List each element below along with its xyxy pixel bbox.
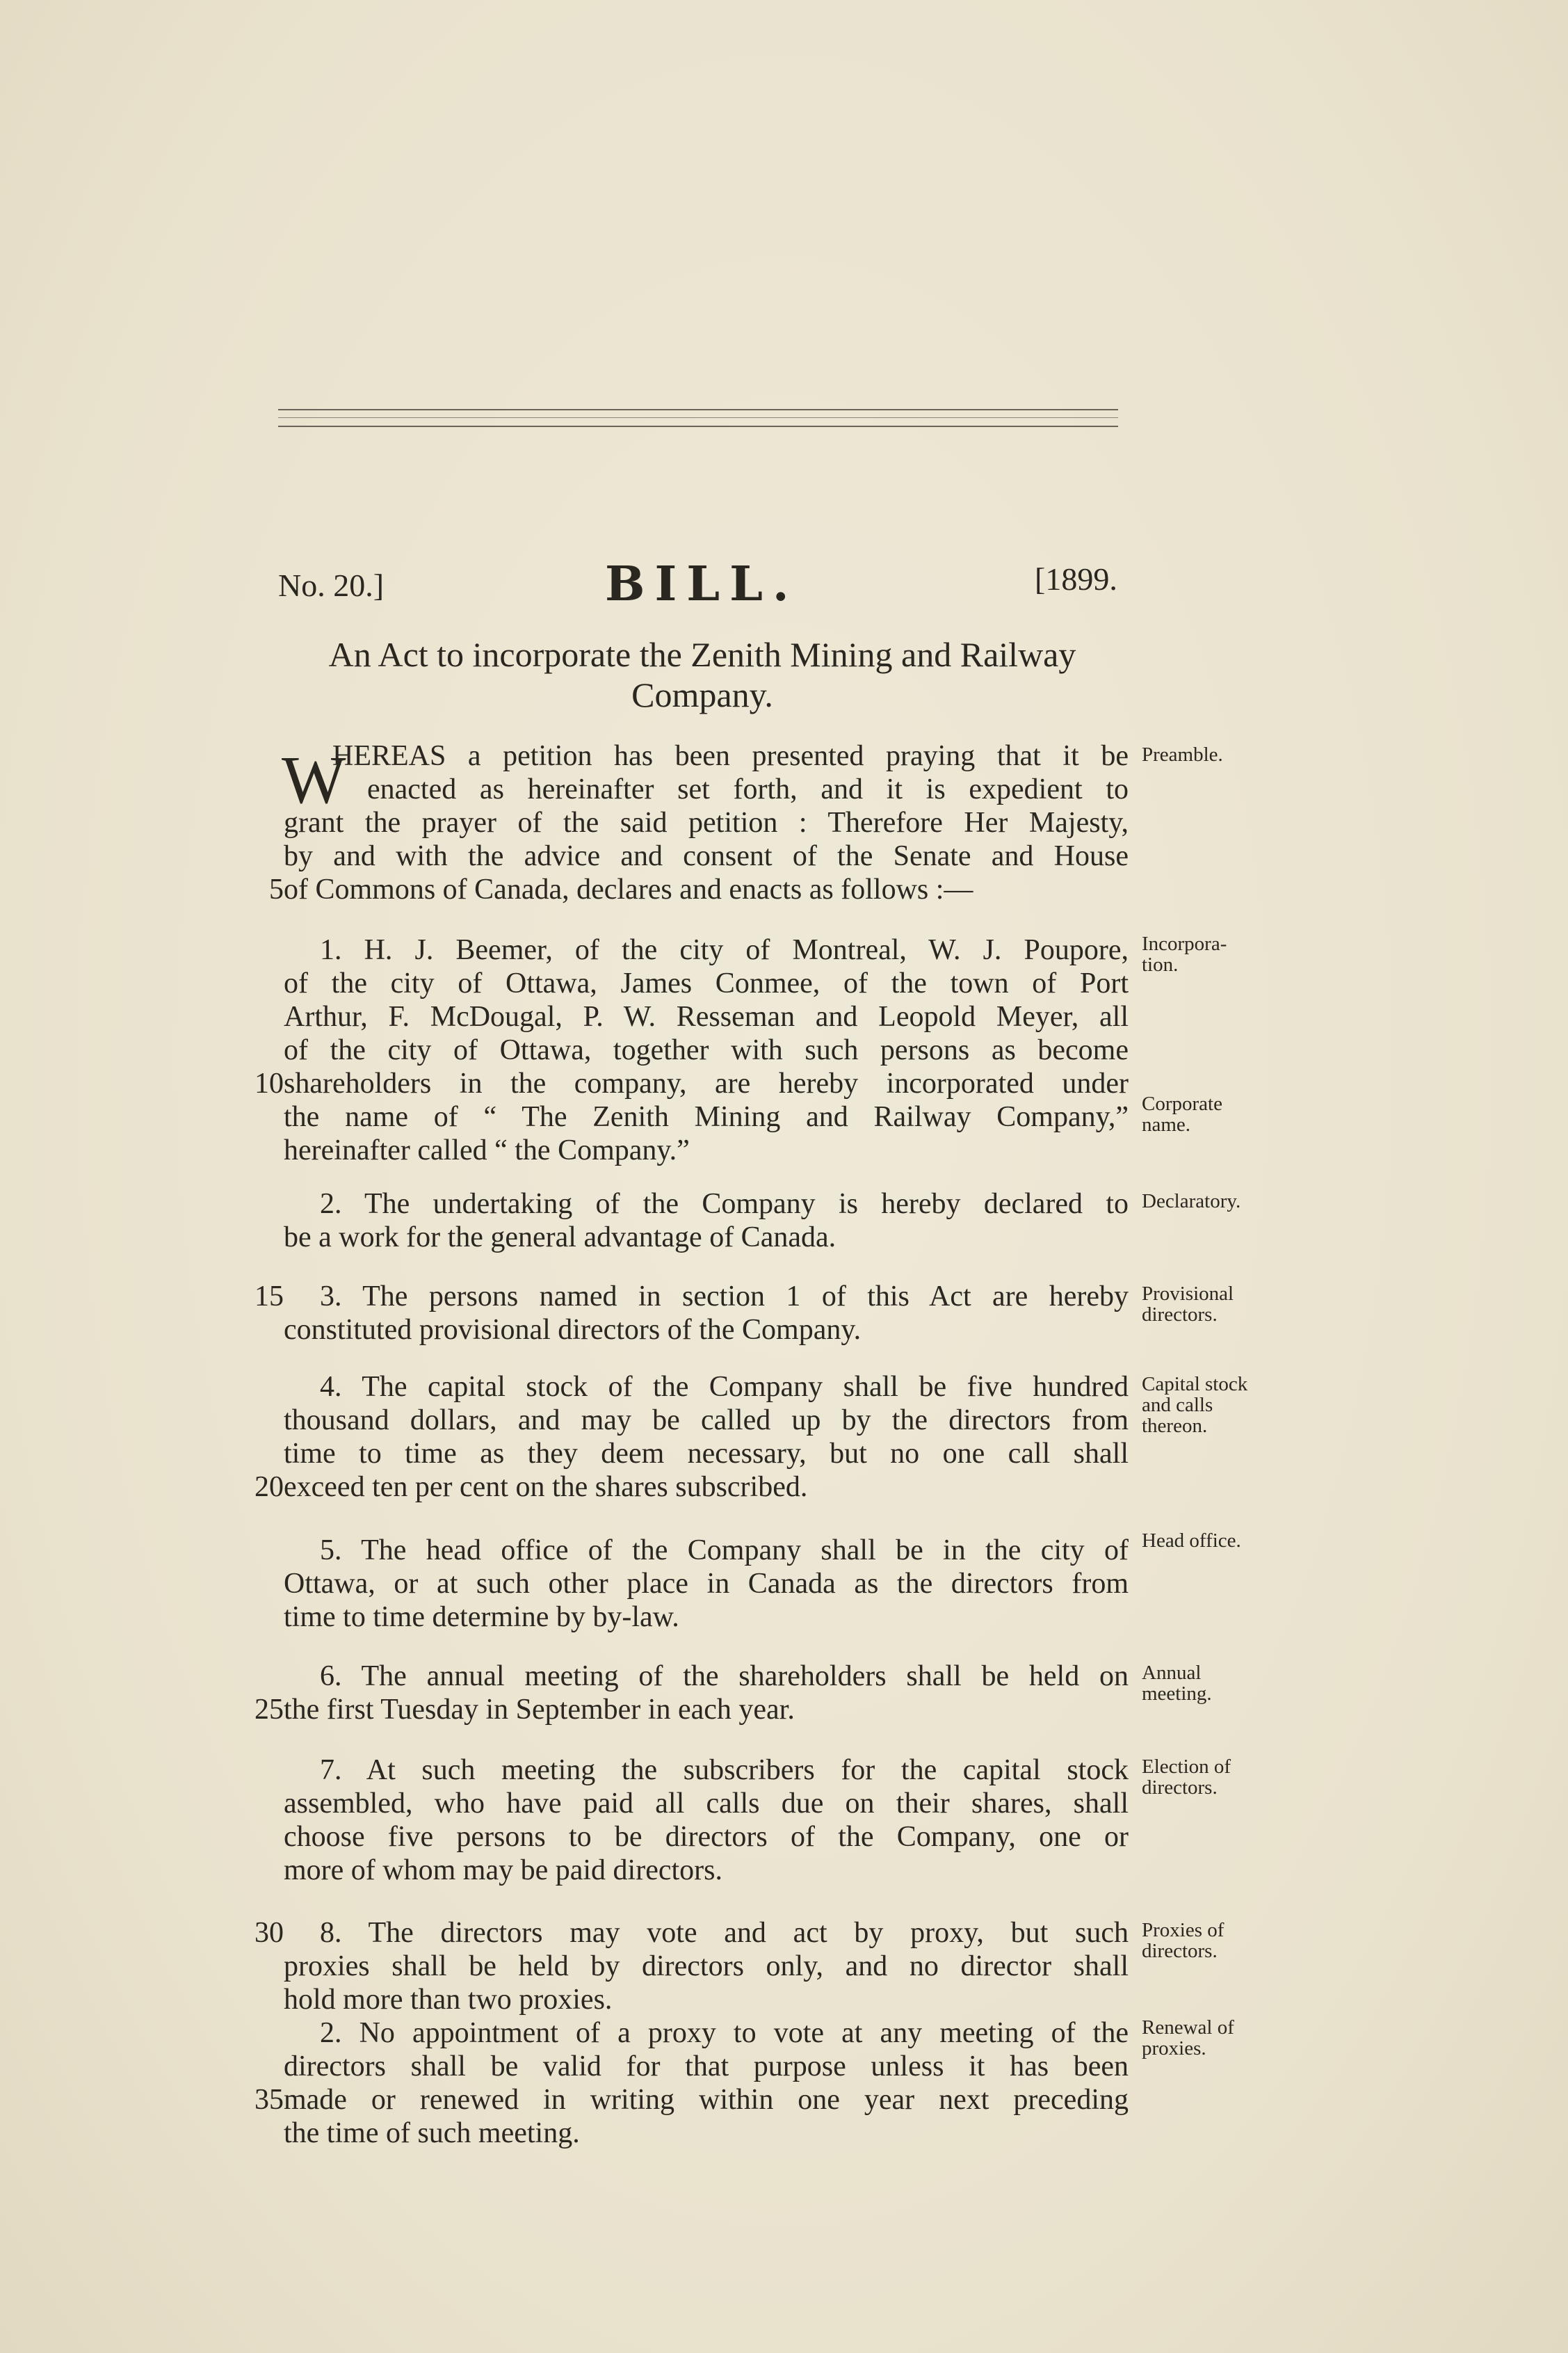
margin-note-capital <box>1142 1374 1247 1436</box>
section-4-line: thousand dollars, and may be called up by the directors from <box>284 1404 1129 1436</box>
margin-note-line: proxies. <box>1142 2037 1206 2059</box>
line-number: 30 <box>254 1917 284 1949</box>
act-title-line-1: An Act to incorporate the Zenith Mining and Railway <box>328 635 1076 674</box>
section-5-line: 5. The head office of the Company shall be in the city of <box>320 1534 1129 1566</box>
preamble-line: by and with the advice and consent of the Senate and House <box>284 840 1129 872</box>
line-number: 5 <box>269 874 284 906</box>
margin-note-line: Corporate <box>1142 1093 1222 1115</box>
margin-note-line: Capital stock <box>1142 1373 1248 1395</box>
preamble-line: grant the prayer of the said petition : Therefore Her Majesty, <box>284 807 1129 839</box>
section-8-2-line: 2. No appointment of a proxy to vote at any meeting of the <box>320 2017 1129 2049</box>
margin-note-provisional <box>1142 1283 1234 1325</box>
margin-note-line: and calls <box>1142 1394 1213 1416</box>
act-title-line-2: Company. <box>631 675 773 714</box>
section-4-line: exceed ten per cent on the shares subscribed. <box>284 1471 808 1503</box>
margin-note-renewal <box>1142 2017 1234 2059</box>
margin-note-line: name. <box>1142 1114 1191 1136</box>
margin-note-election <box>1142 1756 1231 1798</box>
section-1-line: shareholders in the company, are hereby incorporated under <box>284 1068 1129 1100</box>
section-8-line: hold more than two proxies. <box>284 1984 613 2016</box>
margin-note-line: Renewal of <box>1142 2016 1234 2039</box>
top-rule-thin <box>278 417 1118 418</box>
section-3-line: 3. The persons named in section 1 of this Act are hereby <box>320 1280 1129 1312</box>
section-1-line: hereinafter called “ the Company.” <box>284 1134 690 1166</box>
section-7-line: more of whom may be paid directors. <box>284 1854 722 1886</box>
preamble-line: enacted as hereinafter set forth, and it is expedient to <box>367 773 1129 805</box>
preamble-dropcap: W <box>282 743 346 818</box>
margin-note-line: Election of <box>1142 1756 1231 1778</box>
section-7-line: assembled, who have paid all calls due on their shares, shall <box>284 1788 1129 1820</box>
margin-note-preamble: Preamble. <box>1142 744 1223 766</box>
section-8-line: proxies shall be held by directors only, and no director shall <box>284 1950 1129 1982</box>
margin-note-line: meeting. <box>1142 1683 1212 1705</box>
line-number: 35 <box>254 2084 284 2116</box>
margin-note-incorporation <box>1142 933 1227 975</box>
margin-note-corporate-name <box>1142 1093 1222 1135</box>
section-1-line: 1. H. J. Beemer, of the city of Montreal, W. J. Poupore, <box>320 934 1129 966</box>
margin-note-line: Incorpora- <box>1142 933 1227 955</box>
margin-note-declaratory: Declaratory. <box>1142 1190 1241 1212</box>
section-1-line: of the city of Ottawa, together with such persons as become <box>284 1034 1129 1066</box>
margin-note-line: directors. <box>1142 1940 1218 1962</box>
margin-note-line: thereon. <box>1142 1415 1208 1437</box>
section-7-line: choose five persons to be directors of the Company, one or <box>284 1821 1129 1853</box>
section-8-2-line: directors shall be valid for that purpose unless it has been <box>284 2050 1129 2082</box>
top-rule-lower <box>278 426 1118 427</box>
section-2-line: 2. The undertaking of the Company is hereby declared to <box>320 1188 1129 1220</box>
bill-heading: BILL. <box>605 556 799 612</box>
top-rule <box>278 409 1118 410</box>
margin-note-line: Annual <box>1142 1662 1202 1684</box>
section-8-2-line: the time of such meeting. <box>284 2117 580 2149</box>
margin-note-line: tion. <box>1142 954 1179 976</box>
section-8-line: 8. The directors may vote and act by proxy, but such <box>320 1917 1129 1949</box>
margin-note-line: Provisional <box>1142 1283 1234 1305</box>
section-5-line: Ottawa, or at such other place in Canada as the directors from <box>284 1568 1129 1600</box>
section-5-line: time to time determine by by-law. <box>284 1601 679 1633</box>
section-6-line: 6. The annual meeting of the shareholders shall be held on <box>320 1660 1129 1692</box>
line-number: 10 <box>254 1068 284 1100</box>
section-1-line: of the city of Ottawa, James Conmee, of the town of Port <box>284 967 1129 999</box>
section-7-line: 7. At such meeting the subscribers for the capital stock <box>320 1754 1129 1786</box>
margin-note-proxies <box>1142 1920 1224 1961</box>
section-6-line: the first Tuesday in September in each year. <box>284 1694 795 1726</box>
line-number: 25 <box>254 1694 284 1726</box>
preamble-line: of Commons of Canada, declares and enacts as follows :— <box>284 874 973 906</box>
margin-note-line: directors. <box>1142 1303 1218 1326</box>
bill-number: No. 20.] <box>278 568 385 603</box>
section-4-line: time to time as they deem necessary, but no one call shall <box>284 1438 1129 1470</box>
line-number: 20 <box>254 1471 284 1503</box>
margin-note-line: directors. <box>1142 1776 1218 1799</box>
section-1-line: Arthur, F. McDougal, P. W. Resseman and Leopold Meyer, all <box>284 1001 1129 1033</box>
section-4-line: 4. The capital stock of the Company shall be five hundred <box>320 1371 1129 1403</box>
section-8-2-line: made or renewed in writing within one year next preceding <box>284 2084 1129 2116</box>
act-title <box>278 634 1126 715</box>
margin-note-annual <box>1142 1662 1212 1704</box>
bill-year: [1899. <box>1035 561 1117 597</box>
preamble-line: HEREAS a petition has been presented praying that it be <box>332 740 1129 772</box>
margin-note-head-office: Head office. <box>1142 1529 1241 1552</box>
section-1-line: the name of “ The Zenith Mining and Railway Company,” <box>284 1101 1129 1133</box>
section-2-line: be a work for the general advantage of Canada. <box>284 1221 836 1253</box>
margin-note-line: Proxies of <box>1142 1919 1225 1941</box>
section-3-line: constituted provisional directors of the Company. <box>284 1314 862 1346</box>
line-number: 15 <box>254 1280 284 1312</box>
